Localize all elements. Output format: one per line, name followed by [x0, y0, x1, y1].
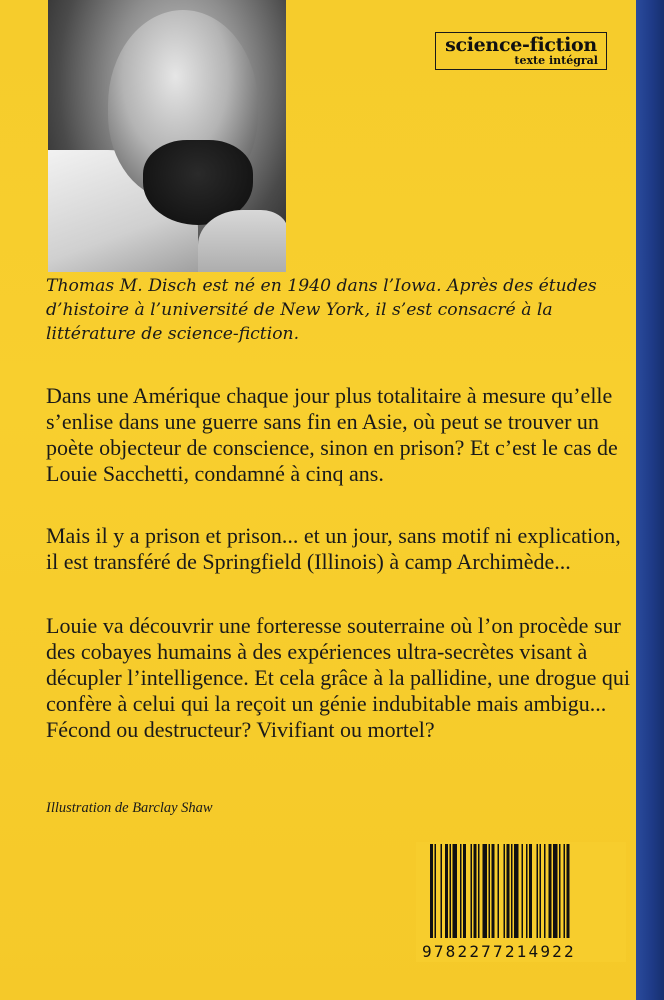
barcode-bar: [511, 844, 513, 938]
barcode-bar: [435, 844, 437, 938]
barcode-bar: [564, 844, 566, 938]
barcode-bar: [471, 844, 473, 938]
illustration-credit: Illustration de Barclay Shaw: [46, 800, 213, 816]
barcode-bar: [460, 844, 462, 938]
book-spine: [636, 0, 664, 1000]
collection-logo: [435, 32, 607, 70]
barcode-bar: [537, 844, 539, 938]
barcode-bar: [567, 844, 570, 938]
barcode-bar: [498, 844, 500, 938]
barcode-bar: [441, 844, 443, 938]
barcode: [416, 842, 626, 962]
barcode-bar: [474, 844, 477, 938]
blurb-paragraph-1: Dans une Amérique chaque jour plus totalitaire à mesure qu’elle s’enlise dans une guerre sans fin en Asie, où peut se trouver un poète objecteur de conscience, sinon en prison? Et c’est le cas de Louie Sacchetti, condamné à cinq ans.: [46, 383, 618, 486]
barcode-bar: [483, 844, 488, 938]
barcode-bar: [504, 844, 506, 938]
barcode-bar: [540, 844, 542, 938]
author-photo: [48, 0, 286, 272]
barcode-bar: [463, 844, 466, 938]
barcode-bar: [514, 844, 519, 938]
logo-title: science-fiction: [445, 34, 597, 56]
barcode-bar: [450, 844, 452, 938]
barcode-bar: [478, 844, 480, 938]
barcode-bar: [544, 844, 546, 938]
barcode-bar: [492, 844, 495, 938]
barcode-bar: [445, 844, 448, 938]
barcode-bar: [507, 844, 510, 938]
isbn-number: 9782277214922: [422, 942, 576, 961]
barcode-bar: [526, 844, 528, 938]
barcode-bar: [553, 844, 558, 938]
barcode-bar: [559, 844, 561, 938]
barcode-bar: [529, 844, 532, 938]
barcode-bar: [453, 844, 458, 938]
barcode-bar: [522, 844, 524, 938]
blurb-paragraph-2: Mais il y a prison et prison... et un jour, sans motif ni explication, il est transféré de Springfield (Illinois) à camp Archimède...: [46, 523, 621, 574]
barcode-bar: [430, 844, 433, 938]
logo-subtitle: texte intégral: [514, 54, 598, 67]
author-bio: Thomas M. Disch est né en 1940 dans l’Iowa. Après des études d’histoire à l’université de New York, il s’est consacré à la littérature de science-fiction.: [46, 276, 597, 344]
barcode-bars: [416, 842, 626, 942]
blurb-paragraph-3: Louie va découvrir une forteresse souterraine où l’on procède sur des cobayes humains à des expériences ultra-secrètes visant à décupler l’intelligence. Et cela grâce à la pallidine, une drogue qui confère à celui qui la reçoit un génie indubitable mais ambigu... Fécond ou destructeur? Vivifiant ou mortel?: [46, 613, 630, 742]
barcode-bar: [549, 844, 552, 938]
barcode-bar: [489, 844, 491, 938]
